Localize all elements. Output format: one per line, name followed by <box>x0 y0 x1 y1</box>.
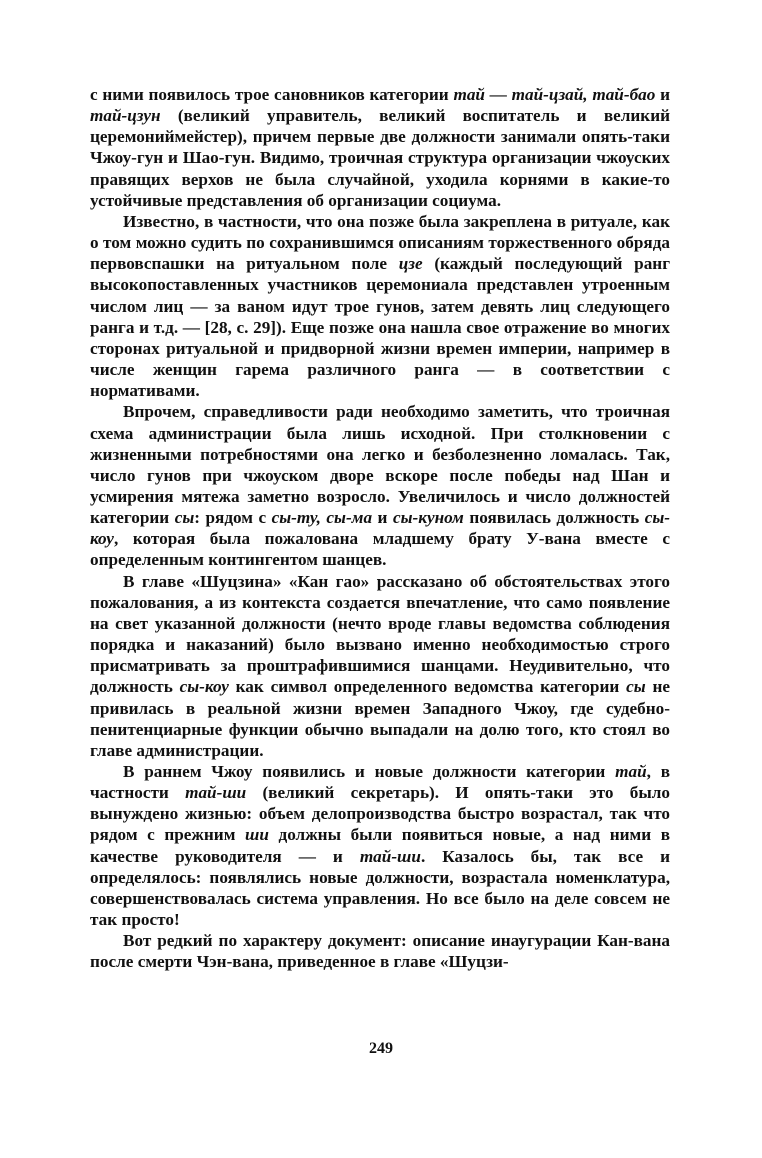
italic-term: сы <box>174 508 195 528</box>
text-run: должны были появиться новые, а над ними в качестве руководителя — и <box>90 825 670 866</box>
italic-term: тай <box>615 762 647 781</box>
italic-term: тай-ши <box>185 783 247 803</box>
text-run: и <box>655 85 671 104</box>
text-run: В главе «Шуцзина» «Кан гао» рассказано об обстоятельствах этого пожалования, а из контекста создается впечатление, что само появление на свет указанной должности (нечто вроде главы ведомства соблюдения порядка и наказаний) было вызвано именно необходимостью строго присматривать за проштрафившимися шанцами. Неудивительно, что должность <box>90 571 670 697</box>
italic-term: тай — тай-цзай, тай-бао <box>453 85 656 104</box>
italic-term: сы-коу <box>179 677 229 697</box>
page-body <box>90 84 670 973</box>
text-run: как символ определенного ведомства категории <box>228 677 627 697</box>
italic-term: тай-ши <box>359 846 421 866</box>
paragraph-4 <box>90 571 670 761</box>
text-run: Известно, в частности, что она позже была закреплена в ритуале, как о том можно судить по сохранившимся описаниям торжественного обряда первовспашки на ритуальном поле <box>90 211 670 274</box>
text-run: не привилась в реальной жизни времен Западного Чжоу, где судебно-пенитенциарные функции обычно выпадали на долю того, кто стоял во главе администрации. <box>90 677 670 760</box>
italic-term: ши <box>245 825 269 845</box>
italic-term: цзе <box>398 254 423 274</box>
italic-term: тай-цзун <box>90 106 161 126</box>
text-run: появилась должность <box>463 508 645 528</box>
text-run: (великий управитель, великий воспитатель и великий церемониймейстер), причем первые две должности занимали опять-таки Чжоу-гун и Шао-гун. Видимо, троичная структура организации чжоуских правящих верхов не была случайной, уходила корнями в какие-то устойчивые представления об организации социума. <box>90 106 670 210</box>
text-run: с ними появилось трое сановников категории <box>90 85 454 104</box>
text-run: : рядом с <box>194 508 272 528</box>
italic-term: сы-куном <box>392 508 464 528</box>
text-run: (каждый последующий ранг высокопоставленных участников церемониала представлен утроенным числом лиц — за ваном идут трое гунов, затем девять лиц следующего ранга и т.д. — [28, с. 29]). Еще позже она нашла свое отражение во многих сторонах ритуальной и придворной жизни времен империи, например в числе женщин гарема различного ранга — в соответствии с нормативами. <box>90 254 670 401</box>
paragraph-6 <box>90 930 670 972</box>
paragraph-3 <box>90 401 670 570</box>
paragraph-5 <box>90 761 670 930</box>
text-run: Вот редкий по характеру документ: описание инаугурации Кан-вана после смерти Чэн-вана, приведенное в главе «Шуцзи- <box>90 931 670 972</box>
page-number: 249 <box>369 1040 393 1057</box>
text-run: (великий секретарь). И опять-таки это было вынуждено жизнью: объем делопроизводства быстро возрастал, так что рядом с прежним <box>90 783 670 845</box>
italic-term: сы-ту, сы-ма <box>271 508 373 528</box>
text-run: . Казалось бы, так все и определялось: появлялись новые должности, возрастала номенклатура, совершенствовалась система управления. Но все было на деле совсем не так просто! <box>90 846 670 930</box>
text-run: В раннем Чжоу появились и новые должности категории <box>123 762 616 781</box>
paragraph-1 <box>90 84 670 211</box>
text-run: и <box>372 508 393 528</box>
italic-term: сы <box>626 677 646 697</box>
paragraph-2 <box>90 211 670 401</box>
italic-term: сы-коу <box>90 508 671 549</box>
text-run: Впрочем, справедливости ради необходимо заметить, что троичная схема администрации была лишь исходной. При столкновении с жизненными потребностями она легко и безболезненно ломалась. Так, число гунов при чжоуском дворе вскоре после победы над Шан и усмирения мятежа заметно возросло. Увеличилось и число должностей категории <box>90 402 670 528</box>
text-run: , в частности <box>90 762 670 803</box>
text-run: , которая была пожалована младшему брату У-вана вместе с определенным контингентом шанцев. <box>90 529 670 570</box>
